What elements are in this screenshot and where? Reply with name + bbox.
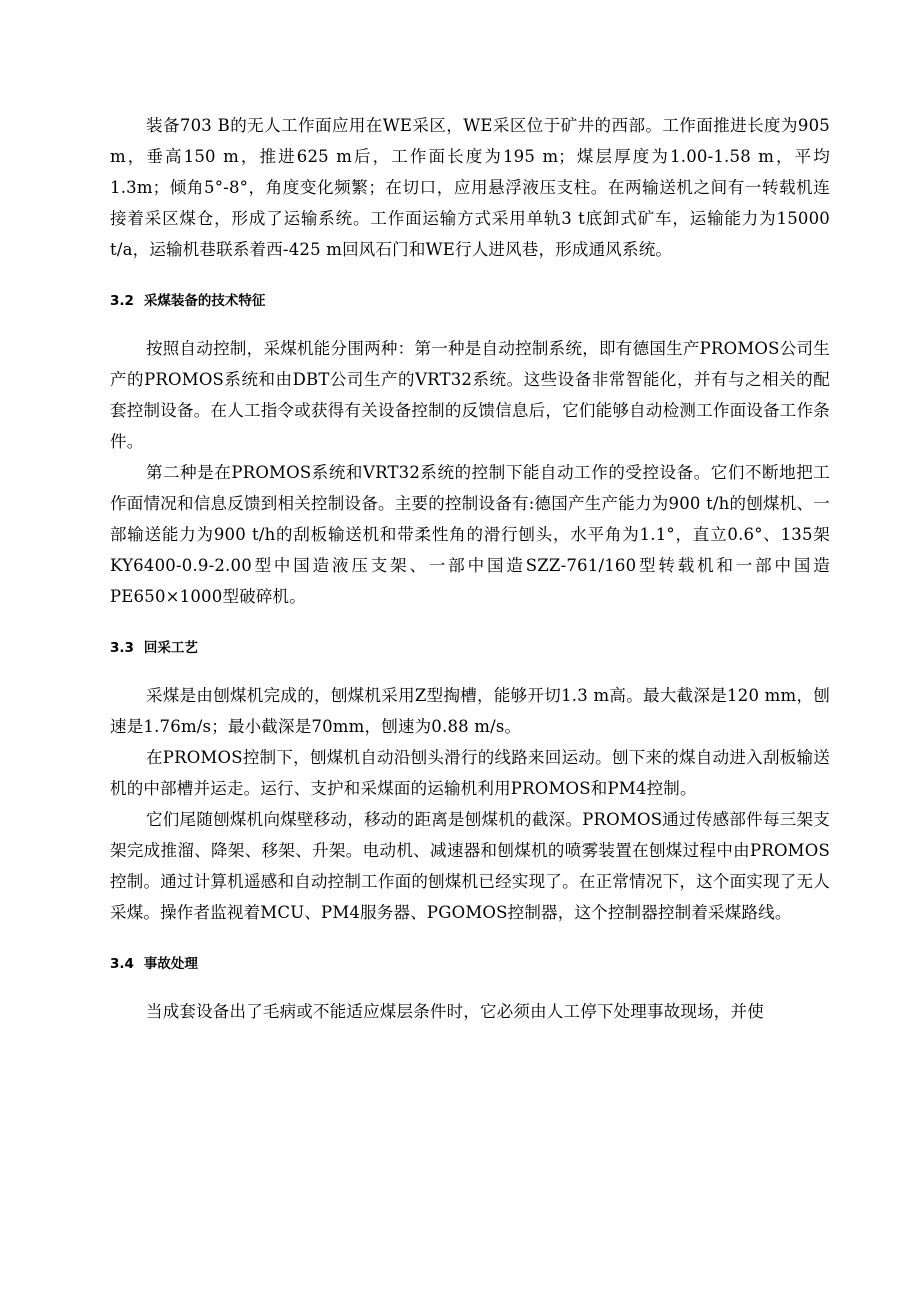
paragraph-support-advance: 它们尾随刨煤机向煤壁移动，移动的距离是刨煤机的截深。PROMOS通过传感部件每三架支架完成推溜、降架、移架、升架。电动机、减速器和刨煤机的喷雾装置在刨煤过程中由PROMOS控制。通过计算机遥感和自动控制工作面的刨煤机已经实现了。在正常情况下，这个面实现了无人采煤。操作者监视着MCU、PM4服务器、PGOMOS控制器，这个控制器控制着采煤路线。 — [110, 810, 830, 922]
paragraph-auto-control: 按照自动控制，采煤机能分围两种：第一种是自动控制系统，即有德国生产PROMOS公司生产的PROMOS系统和由DBT公司生产的VRT32系统。这些设备非常智能化，并有与之相关的配套控制设备。在人工指令或获得有关设备控制的反馈信息后，它们能够自动检测工作面设备工作条件。 — [110, 339, 830, 451]
section-heading-3-4 — [110, 954, 830, 974]
section-title: 事故处理 — [143, 956, 198, 972]
section-title: 采煤装备的技术特征 — [143, 293, 266, 309]
paragraph-fault-handling: 当成套设备出了毛病或不能适应煤层条件时，它必须由人工停下处理事故现场，并使 — [146, 1002, 764, 1021]
section-heading-3-3 — [110, 638, 830, 658]
paragraph-controlled-equipment: 第二种是在PROMOS系统和VRT32系统的控制下能自动工作的受控设备。它们不断地把工作面情况和信息反馈到相关控制设备。主要的控制设备有:德国产生产能力为900 t/h的刨煤机、一部输送能力为900 t/h的刮板输送机和带柔性角的滑行刨头，水平角为1.1°，直立0.6°、135架KY6400-0.9-2.00型中国造液压支架、一部中国造SZZ-761/160型转载机和一部中国造PE650×1000型破碎机。 — [110, 463, 830, 606]
section-title: 回采工艺 — [143, 640, 198, 656]
section-number: 3.4 — [110, 956, 134, 972]
document-page — [110, 110, 830, 1027]
paragraph-promos-control: 在PROMOS控制下，刨煤机自动沿刨头滑行的线路来回运动。刨下来的煤自动进入刮板输送机的中部槽并运走。运行、支护和采煤面的运输机利用PROMOS和PM4控制。 — [110, 748, 830, 798]
section-heading-3-2 — [110, 291, 830, 311]
section-number: 3.2 — [110, 293, 134, 309]
section-number: 3.3 — [110, 640, 134, 656]
paragraph-planer-cutting: 采煤是由刨煤机完成的，刨煤机采用Z型掏槽，能够开切1.3 m高。最大截深是120 mm，刨速是1.76m/s；最小截深是70mm，刨速为0.88 m/s。 — [110, 686, 830, 736]
paragraph-workface: 装备703 B的无人工作面应用在WE采区，WE采区位于矿井的西部。工作面推进长度为905 m，垂高150 m，推进625 m后，工作面长度为195 m；煤层厚度为1.00-1.58 m，平均1.3m；倾角5°-8°，角度变化频繁；在切口，应用悬浮液压支柱。在两输送机之间有一转载机连接着采区煤仓，形成了运输系统。工作面运输方式采用单轨3 t底卸式矿车，运输能力为15000 t/a，运输机巷联系着西-425 m回风石门和WE行人进风巷，形成通风系统。 — [110, 116, 830, 259]
